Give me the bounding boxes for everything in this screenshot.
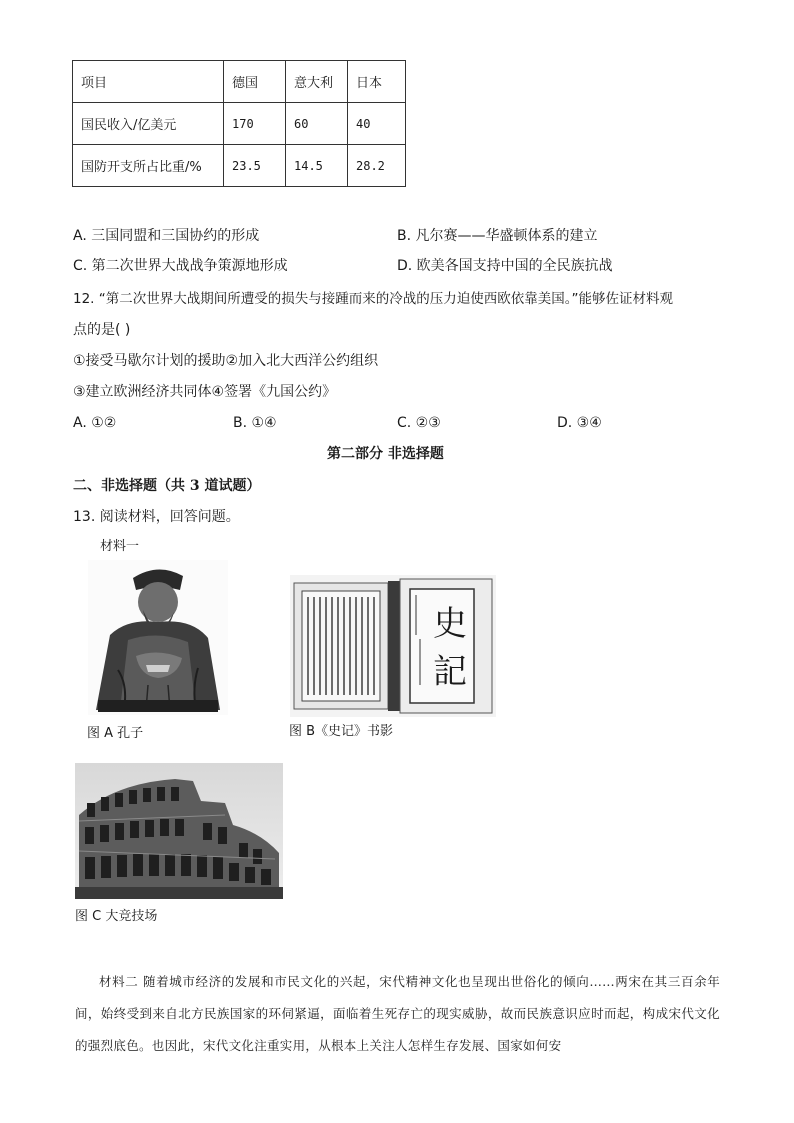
table-cell: 40 [348, 103, 406, 145]
table-cell: 23.5 [224, 145, 286, 187]
part-two-title: 第二部分 非选择题 [327, 446, 444, 462]
q12-items-line2: ③建立欧洲经济共同体④签署《九国公约》 [73, 384, 337, 400]
table-cell: 28.2 [348, 145, 406, 187]
q12-option-a: A. ①② [73, 415, 117, 431]
table-header-cell: 德国 [224, 61, 286, 103]
table-cell: 60 [286, 103, 348, 145]
table-header-cell: 项目 [73, 61, 224, 103]
table-cell: 14.5 [286, 145, 348, 187]
table-header-cell: 日本 [348, 61, 406, 103]
q12-option-c: C. ②③ [397, 415, 441, 431]
table-row [73, 145, 406, 187]
q11-option-d: D. 欧美各国支持中国的全民族抗战 [397, 258, 613, 274]
q11-option-a: A. 三国同盟和三国协约的形成 [73, 228, 260, 244]
material-two-paragraph: 材料二 随着城市经济的发展和市民文化的兴起，宋代精神文化也呈现出世俗化的倾向……两宋在其三百余年间，始终受到来自北方民族国家的环伺紧逼，面临着生死存亡的现实威胁，故而民族意识应时而起，构成宋代文化的强烈底色。也因此，宋代文化注重实用，从根本上关注人怎样生存发展、国家如何安 [75, 974, 720, 1053]
q13-intro: 13. 阅读材料，回答问题。 [73, 509, 240, 525]
book-title-char-2: 記 [433, 652, 467, 692]
material-one-label: 材料一 [100, 539, 140, 554]
statistics-table [72, 60, 406, 187]
book-title-char-1: 史 [433, 604, 467, 644]
figure-c-caption: 图 C 大竞技场 [75, 909, 158, 924]
q12-option-b: B. ①④ [233, 415, 277, 431]
q12-stem-line2: 点的是( ) [73, 322, 131, 338]
table-cell: 170 [224, 103, 286, 145]
figure-b-caption: 图 B《史记》书影 [289, 724, 394, 739]
figure-a-confucius [88, 560, 228, 715]
table-header-cell: 意大利 [286, 61, 348, 103]
section-two-title: 二、非选择题（共 3 道试题） [73, 478, 261, 494]
table-header-row [73, 61, 406, 103]
figure-c-colosseum [75, 763, 283, 899]
q12-stem-line1: 12. “第二次世界大战期间所遭受的损失与接踵而来的冷战的压力迫使西欧依靠美国。”能够佐证材料观 [73, 291, 673, 307]
table-cell: 国防开支所占比重/% [73, 145, 224, 187]
q11-option-c: C. 第二次世界大战战争策源地形成 [73, 258, 288, 274]
table-row [73, 103, 406, 145]
q12-items-line1: ①接受马歇尔计划的援助②加入北大西洋公约组织 [73, 353, 379, 369]
figure-b-shiji-book [290, 575, 496, 717]
q12-option-d: D. ③④ [557, 415, 602, 431]
table-cell: 国民收入/亿美元 [73, 103, 224, 145]
figure-a-caption: 图 A 孔子 [87, 726, 144, 741]
q11-option-b: B. 凡尔赛——华盛顿体系的建立 [397, 228, 598, 244]
